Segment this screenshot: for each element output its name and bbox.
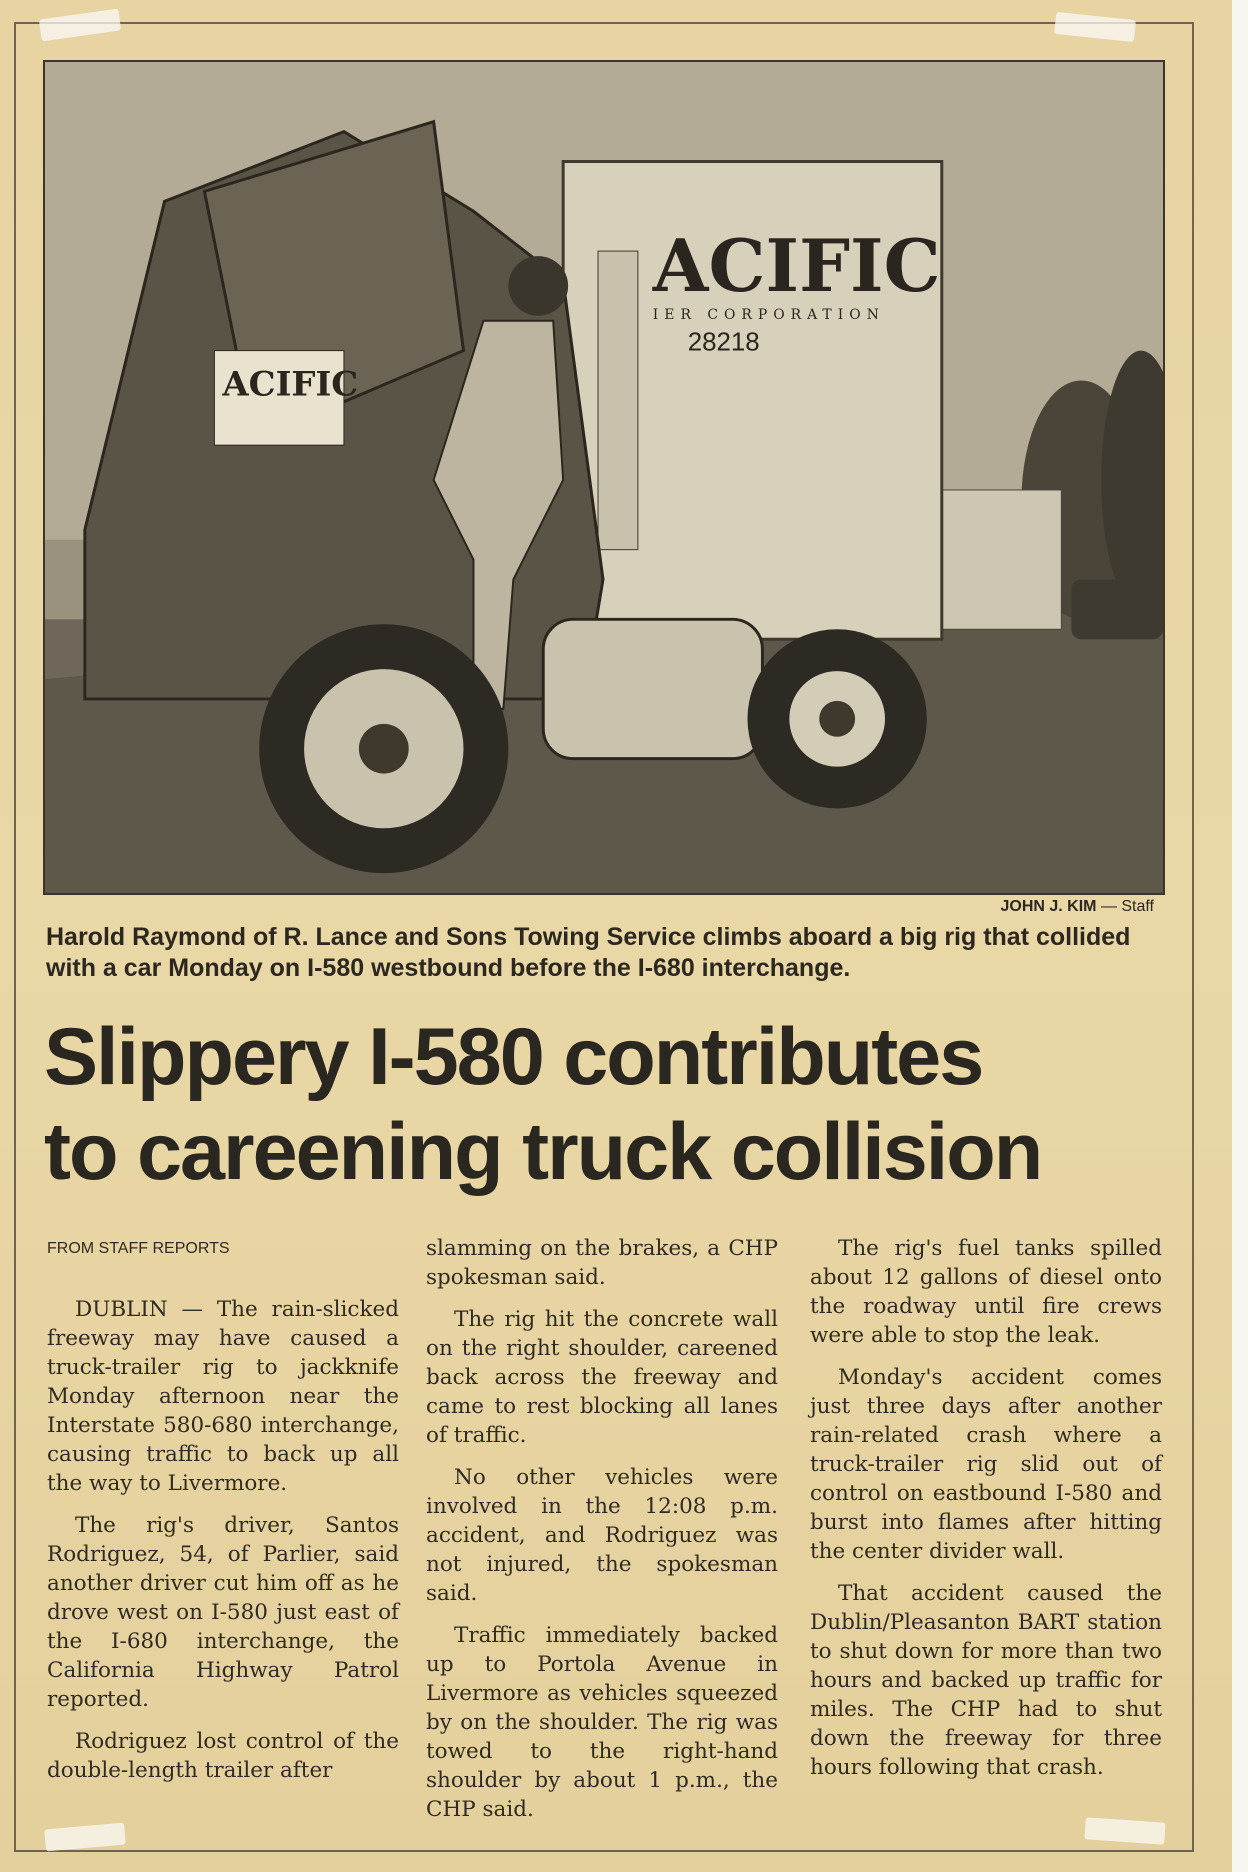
paragraph: DUBLIN — The rain-slicked freeway may have caused a truck-trailer rig to jackknife Monday afternoon near the Interstate 580-680 interchange, causing traffic to back up all the way to Livermore. bbox=[47, 1297, 399, 1496]
trailer-sub-text: IER CORPORATION bbox=[652, 306, 885, 323]
photo-credit-role: — Staff bbox=[1100, 898, 1154, 915]
paragraph: That accident caused the Dublin/Pleasanton BART station to shut down for more than two hours and backed up traffic for miles. The CHP had to shut down the freeway for three hours following that crash. bbox=[810, 1581, 1162, 1780]
news-photo bbox=[43, 60, 1165, 895]
headline-line-2: to careening truck collision bbox=[44, 1107, 1042, 1197]
cab-brand-text: ACIFIC bbox=[222, 363, 359, 404]
article-column-1 bbox=[47, 1234, 399, 1798]
page-margin bbox=[1232, 0, 1248, 1872]
paragraph: Rodriguez lost control of the double-length trailer after bbox=[47, 1729, 399, 1783]
paragraph: The rig's driver, Santos Rodriguez, 54, of Parlier, said another driver cut him off as he drove west on I-580 just east of the I-680 interchange, the California Highway Patrol reported. bbox=[47, 1513, 399, 1712]
trailer-brand-text: ACIFIC bbox=[652, 223, 941, 308]
paragraph: The rig's fuel tanks spilled about 12 gallons of diesel onto the roadway until fire crews were able to stop the leak. bbox=[810, 1236, 1162, 1348]
trailer-number-text: 28218 bbox=[687, 328, 760, 357]
paragraph: Traffic immediately backed up to Portola Avenue in Livermore as vehicles squeezed by on the shoulder. The rig was towed to the right-hand shoulder by about 1 p.m., the CHP said. bbox=[426, 1623, 778, 1822]
paragraph: No other vehicles were involved in the 12:08 p.m. accident, and Rodriguez was not injured, the spokesman said. bbox=[426, 1465, 778, 1606]
truck-photo-illustration bbox=[45, 62, 1163, 893]
photo-credit-name: JOHN J. KIM bbox=[1000, 898, 1097, 915]
photo-caption: Harold Raymond of R. Lance and Sons Towing Service climbs aboard a big rig that collided with a car Monday on I-580 westbound before the I-680 interchange. bbox=[46, 923, 1131, 982]
paragraph: Monday's accident comes just three days after another rain-related crash where a truck-trailer rig slid out of control on eastbound I-580 and burst into flames after hitting the center divider wall. bbox=[810, 1365, 1162, 1564]
byline: FROM STAFF REPORTS bbox=[47, 1240, 230, 1257]
article-column-3 bbox=[810, 1234, 1162, 1795]
article-column-2 bbox=[426, 1234, 778, 1837]
photo-credit bbox=[1000, 898, 1154, 916]
paragraph: The rig hit the concrete wall on the right shoulder, careened back across the freeway and came to rest blocking all lanes of traffic. bbox=[426, 1307, 778, 1448]
headline-line-1: Slippery I-580 contributes bbox=[44, 1012, 983, 1102]
paragraph: slamming on the brakes, a CHP spokesman said. bbox=[426, 1236, 778, 1290]
headline bbox=[44, 1010, 1194, 1200]
